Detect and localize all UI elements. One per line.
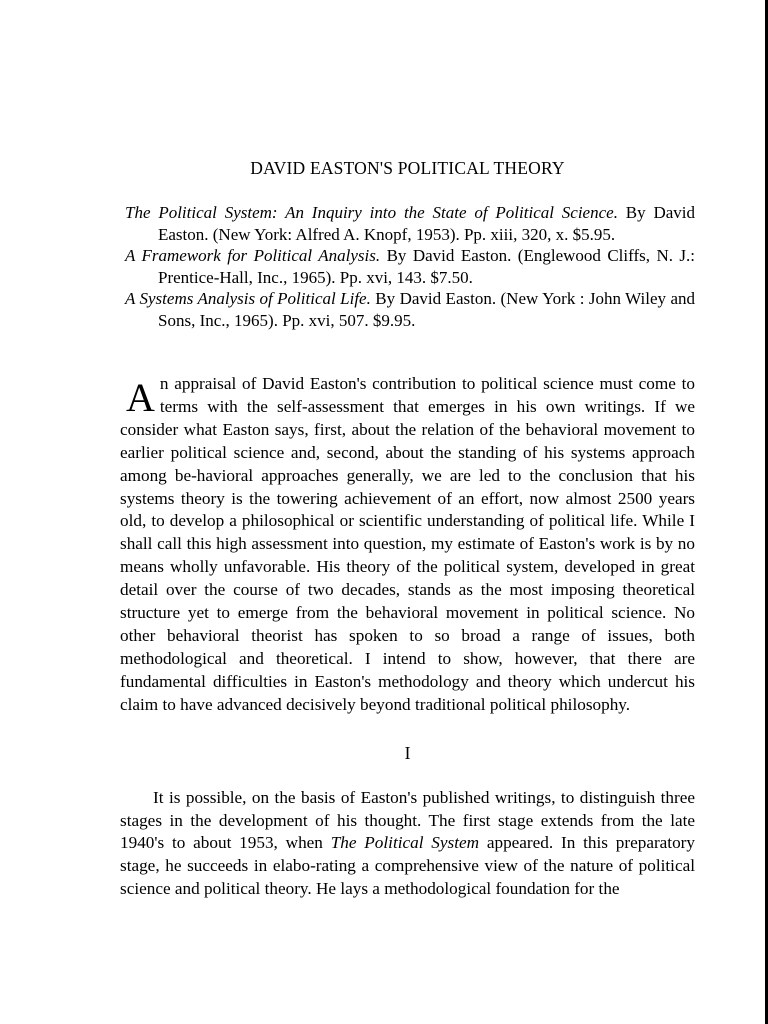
book-reference-3 xyxy=(118,288,695,331)
document-page xyxy=(120,158,695,901)
intro-text: n appraisal of David Easton's contribution to political science must come to terms with the self-assessment that emerges in his own writings. If we consider what Easton says, first, about the relation of the behavioral movement to earlier political science and, second, about the standing of his systems approach among be-havioral approaches generally, we are led to the conclusion that his systems theory is the towering achievement of an effort, now almost 2500 years old, to develop a philosophical or scientific understanding of political life. While I shall call this high assessment into question, my estimate of Easton's work is by no means wholly unfavorable. His theory of the political system, developed in great detail over the course of two decades, stands as the most imposing theoretical structure yet to emerge from the behavioral movement in political science. No other behavioral theorist has spoken to so broad a range of issues, both methodological and theoretical. I intend to show, however, that there are fundamental difficulties in Easton's methodology and theory which undercut his claim to have advanced decisively beyond traditional political philosophy. xyxy=(120,374,695,714)
reviewed-books xyxy=(120,202,695,331)
intro-paragraph xyxy=(120,373,695,717)
book-reference-2 xyxy=(118,245,695,288)
book-title-2: A Framework for Political Analysis. xyxy=(125,246,381,265)
book-details-2: By David Easton. (Englewood Cliffs, N. J.: Prentice-Hall, Inc., 1965). Pp. xvi, 143. $7.50. xyxy=(158,246,695,287)
section-paragraph xyxy=(120,787,695,902)
book-title-1: The Political System: An Inquiry into the State of Political Science. xyxy=(125,203,618,222)
article-title: DAVID EASTON'S POLITICAL THEORY xyxy=(250,158,565,178)
section-heading: I xyxy=(404,742,411,763)
para-italic-title: The Political System xyxy=(330,833,480,853)
para-text-1: It is possible, on the basis of Easton's published writings, to distinguish three stages in the development of his thought. The first stage extends from the late 1940's to about 1953, when xyxy=(120,787,695,853)
drop-cap: A xyxy=(126,375,155,420)
book-reference-1 xyxy=(118,202,695,245)
book-details-1: By David Easton. (New York: Alfred A. Knopf, 1953). Pp. xiii, 320, x. $5.95. xyxy=(158,203,695,244)
para-text-2: appeared. In this preparatory stage, he succeeds in elabo-rating a comprehensive view of the nature of political science and political theory. He lays a methodological foundation for the xyxy=(120,833,695,899)
book-details-3: By David Easton. (New York : John Wiley and Sons, Inc., 1965). Pp. xvi, 507. $9.95. xyxy=(158,289,695,330)
book-title-3: A Systems Analysis of Political Life. xyxy=(125,289,371,308)
